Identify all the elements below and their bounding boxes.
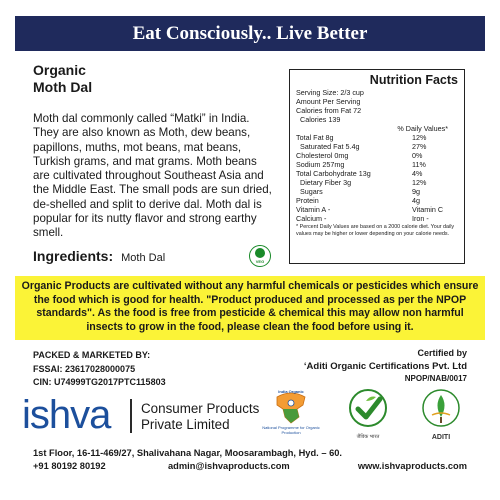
veg-mark-icon (249, 245, 271, 267)
calories-from-fat: Calories from Fat 72 (296, 106, 362, 115)
nutrient-label: Cholesterol 0mg (296, 151, 349, 160)
nutrient-label: Vitamin A - (296, 205, 331, 214)
amount-per-serving: Amount Per Serving (296, 97, 361, 106)
certifier-name: ‘Aditi Organic Certifications Pvt. Ltd (303, 361, 467, 372)
company-address: 1st Floor, 16-11-469/27, Shalivahana Nagar, Moosarambagh, Hyd. – 60. (33, 448, 342, 458)
india-organic-logo-icon (256, 387, 326, 435)
daily-values-header: % Daily Values* (397, 124, 448, 133)
nutrient-label: Calcium - (296, 214, 327, 223)
nutrition-rows (296, 133, 458, 223)
nutrition-footnote: * Percent Daily Values are based on a 2000 calorie diet. Your daily values may be higher or lower depending on your calorie needs. (296, 224, 455, 237)
calories: Calories 139 (300, 115, 341, 124)
nutrient-value: 27% (412, 142, 427, 151)
ingredients-value: Moth Dal (121, 252, 166, 264)
product-title-line1: Organic (33, 62, 86, 78)
nutrient-value: 9g (412, 187, 420, 196)
nutrient-label: Sugars (300, 187, 323, 196)
nutrient-value: 4% (412, 169, 423, 178)
product-title (33, 62, 233, 96)
nutrient-label: Protein (296, 196, 319, 205)
nutrient-value: Vitamin C (412, 205, 444, 214)
aditi-caption: ADITI (431, 434, 451, 441)
company-line1: Consumer Products (141, 401, 260, 416)
nutrition-row (296, 133, 458, 142)
certification-logos (256, 387, 468, 443)
jaivik-bharat-logo-icon (344, 387, 392, 440)
product-title-line2: Moth Dal (33, 79, 93, 95)
nutrition-row (296, 160, 458, 169)
aditi-logo-icon (416, 387, 466, 441)
nutrient-value: 4g (412, 196, 420, 205)
nutrition-facts-panel (289, 69, 465, 264)
nutrient-label: Sodium 257mg (296, 160, 345, 169)
nutrient-value: Iron - (412, 214, 429, 223)
nutrition-row (296, 205, 458, 214)
contact-phone: +91 80192 80192 (33, 461, 106, 471)
company-name (141, 401, 259, 433)
company-line2: Private Limited (141, 417, 230, 432)
certifier-code: NPOP/NAB/0017 (404, 374, 467, 383)
serving-size: Serving Size: 2/3 cup (296, 88, 364, 97)
veg-label: VEG (255, 259, 265, 264)
nutrition-row (296, 178, 458, 187)
ingredients-label: Ingredients: (33, 248, 114, 264)
nutrition-row (296, 169, 458, 178)
contact-email: admin@ishvaproducts.com (168, 461, 290, 471)
nutrition-row (296, 187, 458, 196)
ishva-logo (22, 392, 132, 438)
nutrient-label: Total Carbohydrate 13g (296, 169, 371, 178)
product-description: Moth dal commonly called “Matki” in India. They are also known as Moth, dew beans, papillons, muths, mot beans, mat beans, Turkish grams, and mat grams. Moth beans are cultivated throughout Southeast Asia and the Middle East. The small pods are sun dried, de-shelled and split to derive dal. Moth dal is popular for its nutty flavor and strong earthy smell. (33, 112, 272, 240)
organic-notice: Organic Products are cultivated without any harmful chemicals or pesticides which ensure the food which is good for health. "Product produced and processed as per the NPOP standards". As the food is free from pesticide & chemical this may allow non harmful insects to grow in the food, please clean the food before using it. (15, 276, 485, 340)
nutrition-row (296, 142, 458, 151)
contact-website: www.ishvaproducts.com (357, 461, 467, 471)
nutrition-row (296, 196, 458, 205)
logo-text: ishva (22, 392, 111, 437)
nutrient-value: 0% (412, 151, 423, 160)
cin-number: CIN: U74999TG2017PTC115803 (33, 377, 166, 387)
packed-by-label: PACKED & MARKETED BY: (33, 350, 151, 360)
india-organic-caption: National Programme for Organic Production (262, 425, 320, 435)
nutrient-value: 12% (412, 133, 427, 142)
jaivik-caption: जैविक भारत (356, 434, 380, 440)
nutrient-value: 12% (412, 178, 427, 187)
certified-by-label: Certified by (417, 348, 467, 358)
nutrient-label: Total Fat 8g (296, 133, 334, 142)
banner-text: Eat Consciously.. Live Better (132, 22, 368, 44)
nutrient-value: 11% (412, 160, 426, 169)
veg-dot (255, 248, 265, 258)
nutrition-row (296, 151, 458, 160)
header-banner (15, 16, 485, 51)
svg-text:India Organic: India Organic (278, 389, 304, 394)
nutrition-title: Nutrition Facts (369, 73, 458, 87)
nutrient-label: Saturated Fat 5.4g (300, 142, 360, 151)
fssai-number: FSSAI: 23617028000075 (33, 364, 136, 374)
ingredients (33, 248, 165, 264)
nutrition-row (296, 214, 458, 223)
logo-divider (130, 399, 132, 433)
nutrient-label: Dietary Fiber 3g (300, 178, 352, 187)
